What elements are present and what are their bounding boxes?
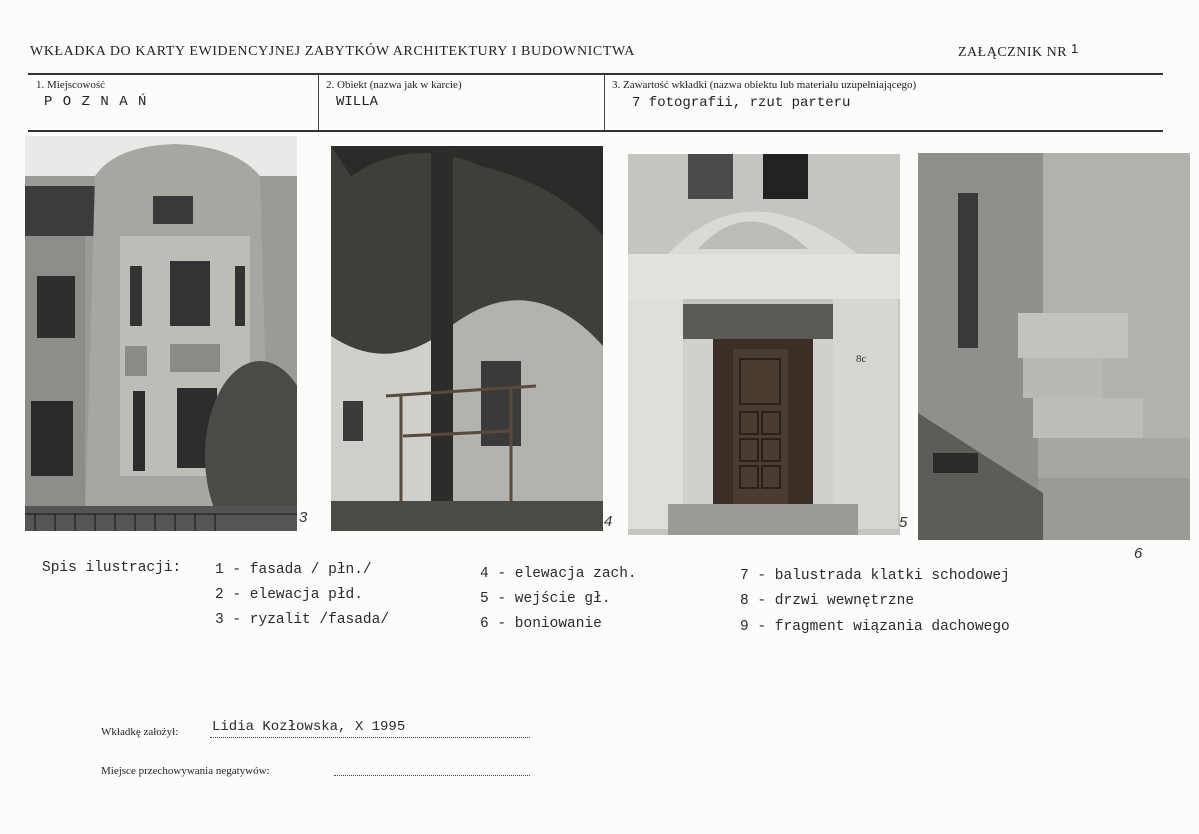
illustration-item-5: 5 - wejście gł. (480, 591, 611, 607)
locality-value: P O Z N A Ń (44, 94, 148, 110)
photo-rustication (918, 153, 1190, 540)
annex-label-text: ZAŁĄCZNIK NR (958, 45, 1068, 60)
object-value: WILLA (336, 94, 379, 110)
header-top-rule (28, 73, 1163, 75)
illustration-item-7: 7 - balustrada klatki schodowej (740, 568, 1010, 584)
photo-number-6: 6 (1134, 545, 1143, 562)
field-divider-2 (604, 75, 605, 130)
illustrations-heading: Spis ilustracji: (42, 560, 182, 576)
contents-value: 7 fotografii, rzut parteru (632, 95, 851, 111)
illustration-item-9: 9 - fragment wiązania dachowego (740, 619, 1010, 635)
photo-number-5: 5 (899, 514, 908, 531)
author-line (210, 737, 530, 738)
illustration-item-4: 4 - elewacja zach. (480, 566, 637, 582)
object-label: 2. Obiekt (nazwa jak w karcie) (326, 79, 462, 91)
illustration-item-6: 6 - boniowanie (480, 616, 602, 632)
annex-label (958, 41, 1079, 61)
photo-west-elevation (331, 146, 603, 531)
annex-number: 1 (1071, 41, 1079, 56)
photo-number-3: 3 (299, 509, 308, 526)
header-bottom-rule (28, 130, 1163, 132)
negatives-line (334, 775, 530, 776)
document-title: WKŁADKA DO KARTY EWIDENCYJNEJ ZABYTKÓW ARCHITEKTURY I BUDOWNICTWA (30, 44, 635, 59)
svg-text:8c: 8c (856, 353, 867, 365)
photo-number-4: 4 (604, 513, 613, 530)
locality-label: 1. Miejscowość (36, 79, 106, 91)
author-value: Lidia Kozłowska, X 1995 (212, 719, 406, 735)
illustration-item-8: 8 - drzwi wewnętrzne (740, 593, 915, 609)
illustration-item-2: 2 - elewacja płd. (215, 587, 363, 603)
field-divider-1 (318, 75, 319, 130)
author-label: Wkładkę założył: (101, 726, 179, 738)
contents-label: 3. Zawartość wkładki (nazwa obiektu lub materiału uzupełniającego) (612, 79, 917, 91)
photo-facade-bay (25, 136, 297, 531)
negatives-label: Miejsce przechowywania negatywów: (101, 765, 270, 777)
illustration-item-1: 1 - fasada / płn./ (215, 562, 372, 578)
photo-main-entrance (628, 154, 900, 535)
illustration-item-3: 3 - ryzalit /fasada/ (215, 612, 390, 628)
